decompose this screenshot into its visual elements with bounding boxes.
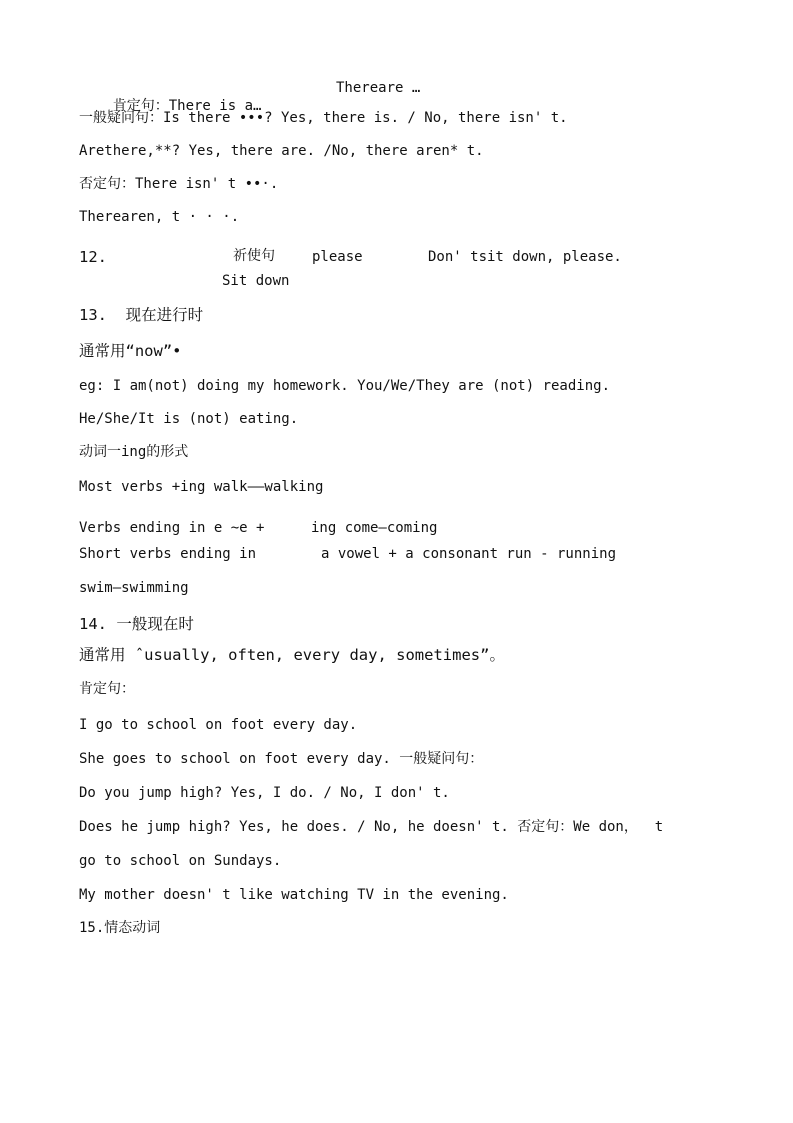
text-segment: please: [312, 249, 363, 265]
section-number: 12.: [79, 248, 107, 266]
text-line: swim—swimming: [79, 580, 189, 596]
text-line: 一般疑问句：Is there •••? Yes, there is. / No, there isn' t.: [79, 110, 568, 126]
text-line: 通常用“now”•: [79, 342, 182, 360]
text-line: go to school on Sundays.: [79, 853, 282, 869]
text-line: 否定句：There isn' t ••·.: [79, 176, 279, 192]
text-line: 动词一ing的形式: [79, 444, 189, 460]
text-segment: Sit down: [222, 273, 290, 289]
text-line: Does he jump high? Yes, he does. / No, he doesn' t. 否定句：We don， t: [79, 819, 664, 835]
text-line: Therearen, t · · ·.: [79, 209, 240, 225]
section-heading: 15.情态动词: [79, 920, 161, 936]
text-segment: a vowel + a consonant run - running: [321, 546, 617, 562]
text-line: eg: I am(not) doing my homework. You/We/They are (not) reading.: [79, 378, 611, 394]
text-line: He/She/It is (not) eating.: [79, 411, 299, 427]
text-segment: Thereare …: [336, 80, 421, 96]
section-heading: 13. 现在进行时: [79, 306, 204, 324]
section-heading: 祈使句: [233, 248, 275, 264]
text-line: 通常用 ˆusually, often, every day, sometimes”。: [79, 646, 505, 664]
text-segment: Don' tsit down, please.: [428, 249, 622, 265]
text-segment: ing come—coming: [311, 520, 438, 536]
text-line: Do you jump high? Yes, I do. / No, I don' t.: [79, 785, 450, 801]
section-heading: 14. 一般现在时: [79, 615, 194, 633]
text-line: Most verbs +ing walk——walking: [79, 479, 324, 495]
text-line: Arethere,**? Yes, there are. /No, there aren* t.: [79, 143, 484, 159]
text-segment: Verbs ending in e ~e +: [79, 520, 265, 536]
text-line: She goes to school on foot every day. 一般疑问句：: [79, 751, 484, 767]
text-segment: 肯定句：There is a…: [112, 98, 262, 114]
text-line: 肯定句：: [79, 681, 135, 697]
text-line: My mother doesn' t like watching TV in the evening.: [79, 887, 509, 903]
text-line: I go to school on foot every day.: [79, 717, 358, 733]
text-segment: Short verbs ending in: [79, 546, 257, 562]
